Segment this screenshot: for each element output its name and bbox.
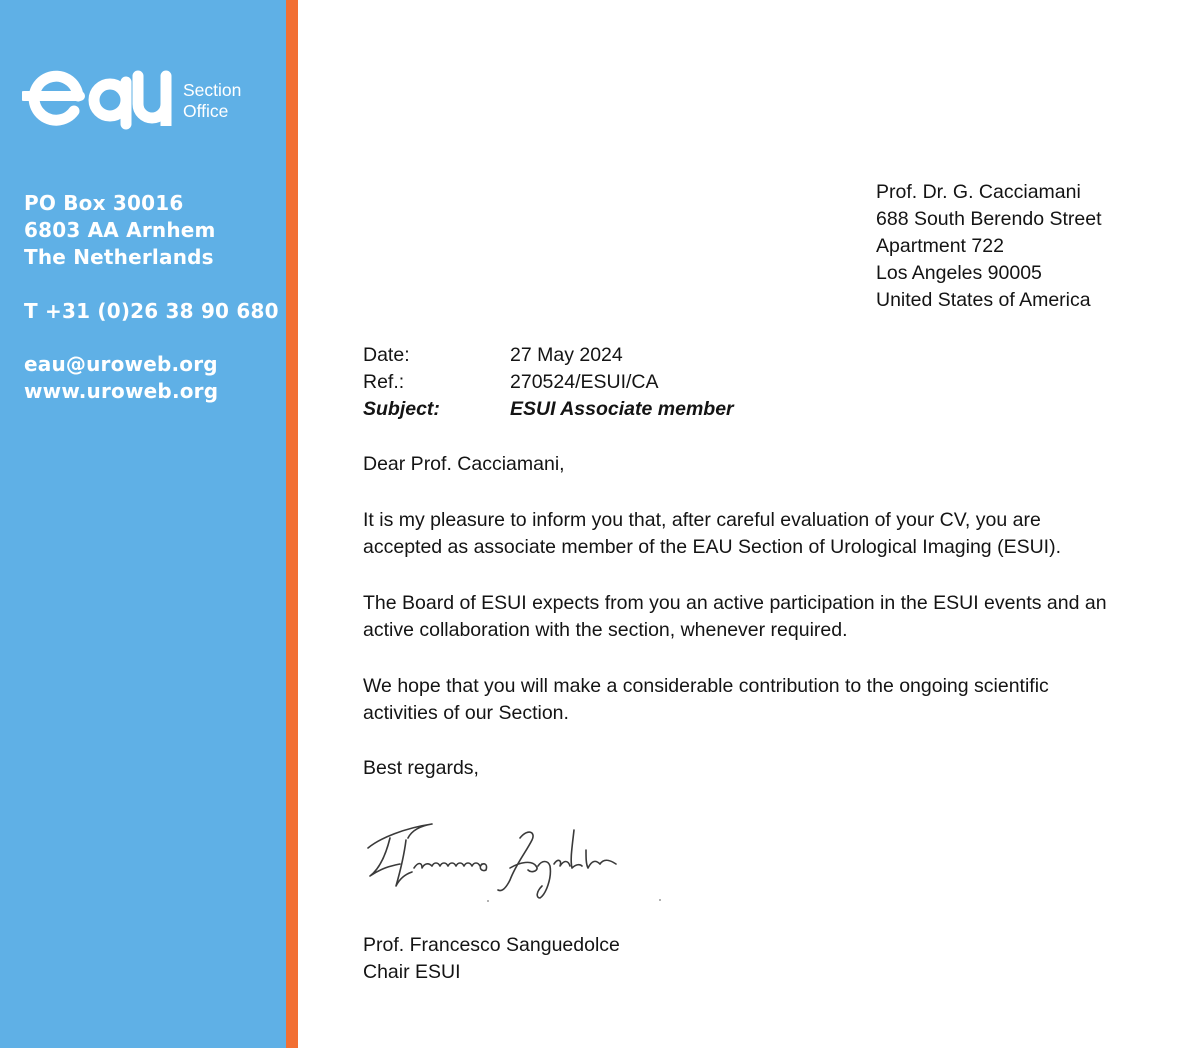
signatory-name: Prof. Francesco Sanguedolce <box>363 934 620 956</box>
ref-label: Ref.: <box>363 371 405 393</box>
recipient-country: United States of America <box>876 289 1091 311</box>
paragraph-line: It is my pleasure to inform you that, after careful evaluation of your CV, you are <box>363 509 1041 531</box>
handwritten-signature <box>360 808 680 913</box>
ref-value: 270524/ESUI/CA <box>510 371 659 393</box>
recipient-name: Prof. Dr. G. Cacciamani <box>876 181 1081 203</box>
office-label: Office <box>183 101 229 121</box>
sidebar-phone: T +31 (0)26 38 90 680 <box>24 299 279 323</box>
date-label: Date: <box>363 344 410 366</box>
subject-label: Subject: <box>363 398 440 420</box>
recipient-city: Los Angeles 90005 <box>876 262 1042 284</box>
salutation: Dear Prof. Cacciamani, <box>363 453 565 475</box>
section-label: Section <box>183 80 242 100</box>
sidebar-address-line: PO Box 30016 <box>24 191 184 215</box>
recipient-apartment: Apartment 722 <box>876 235 1004 257</box>
sidebar-address-line: The Netherlands <box>24 245 214 269</box>
date-value: 27 May 2024 <box>510 344 623 366</box>
sidebar-email: eau@uroweb.org <box>24 352 218 376</box>
eau-logo <box>22 66 172 132</box>
paragraph-line: active collaboration with the section, whenever required. <box>363 619 848 641</box>
sidebar <box>0 0 286 1048</box>
signatory-title: Chair ESUI <box>363 961 461 983</box>
closing: Best regards, <box>363 757 479 779</box>
paragraph-line: We hope that you will make a considerable contribution to the ongoing scientific <box>363 675 1049 697</box>
sidebar-address-line: 6803 AA Arnhem <box>24 218 216 242</box>
subject-value: ESUI Associate member <box>510 398 734 420</box>
paragraph-line: activities of our Section. <box>363 702 569 724</box>
sidebar-website: www.uroweb.org <box>24 379 219 403</box>
accent-stripe <box>286 0 298 1048</box>
paragraph-line: accepted as associate member of the EAU Section of Urological Imaging (ESUI). <box>363 536 1061 558</box>
recipient-street: 688 South Berendo Street <box>876 208 1102 230</box>
paragraph-line: The Board of ESUI expects from you an active participation in the ESUI events and an <box>363 592 1107 614</box>
